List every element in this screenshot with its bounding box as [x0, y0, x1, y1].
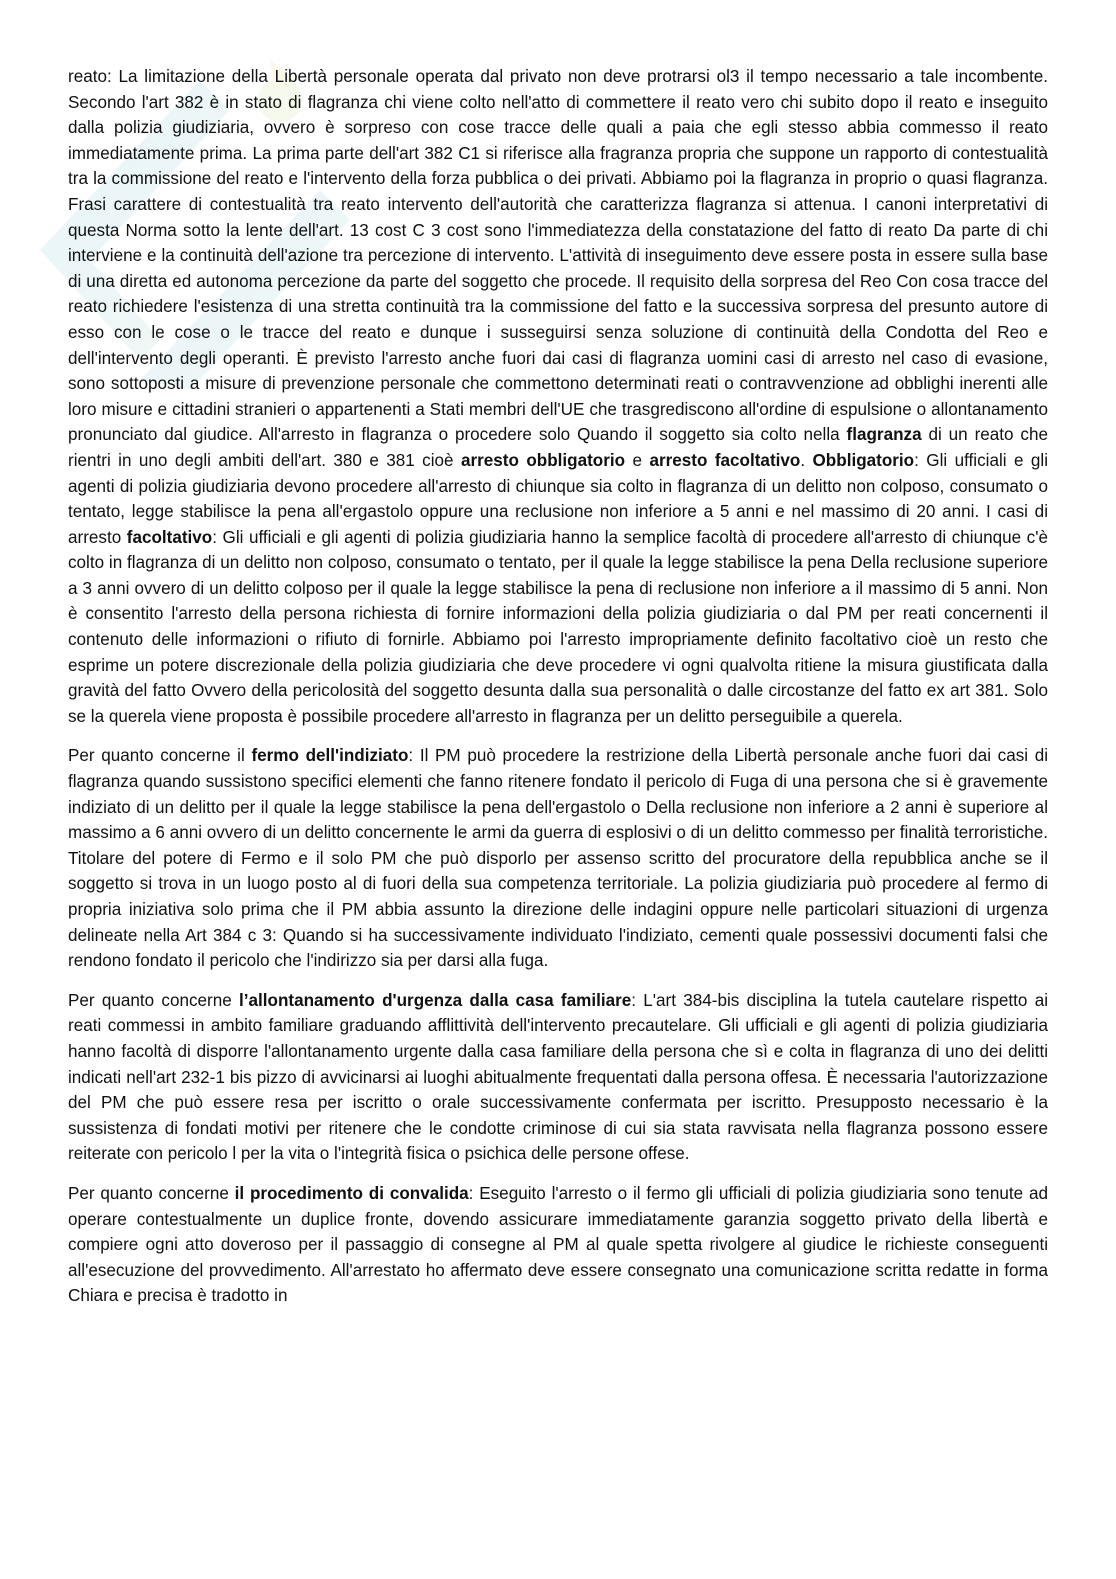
- paragraph-allontanamento-urgenza: [68, 988, 1048, 1167]
- text-run: : Il PM può procedere la restrizione della Libertà personale anche fuori dai casi di flagranza quando sussistono specifici elementi che fanno ritenere fondato il pericolo di Fuga di una persona che si è gravemente indiziato di un delitto per il quale la legge stabilisce la pena dell'ergastolo o Della reclusione non inferiore a 2 anni è superiore al massimo a 6 anni ovvero di un delitto concernente le armi da guerra di esplosivi o di un delitto commesso per finalità terroristiche. Titolare del potere di Fermo e il solo PM che può disporlo per assenso scritto del procuratore della repubblica anche se il soggetto si trova in un luogo posto al di fuori della sua competenza territoriale. La polizia giudiziaria può procedere al fermo di propria iniziativa solo prima che il PM abbia assunto la direzione delle indagini oppure nelle particolari situazioni di urgenza delineate nella Art 384 c 3: Quando si ha successivamente individuato l'indiziato, cementi quale possessivi documenti falsi che rendono fondato il pericolo che l'indirizzo sia per darsi alla fuga.: [68, 746, 1049, 971]
- text-run: e: [625, 450, 650, 470]
- bold-term: l’allontanamento d'urgenza dalla casa familiare: [239, 990, 632, 1010]
- text-run: di un reato che rientri in uno degli ambiti dell'art. 380 e 381 cioè: [68, 425, 1048, 470]
- text-run: : L'art 384-bis disciplina la tutela cautelare rispetto ai reati commessi in ambito familiare graduando afflittività dell'intervento precautelare. Gli ufficiali e gli agenti di polizia giudiziaria hanno facoltà di disporre l'allontanamento urgente dalla casa familiare della persona che sì e colta in flagranza di uno dei delitti indicati nell'art 232-1 bis pizzo di avvicinarsi ai luoghi abitualmente frequentati dalla persona offesa. È necessaria l'autorizzazione del PM che può essere resa per iscritto o orale successivamente confermata per iscritto. Presupposto necessario è la sussistenza di fondati motivi per ritenere che le condotte criminose di cui sia stata ravvisata nella flagranza possono essere reiterate con pericolo l per la vita o l'integrità fisica o psichica delle persone offese.: [68, 990, 1049, 1164]
- bold-term: facoltativo: [126, 527, 213, 547]
- text-run: : Eseguito l'arresto o il fermo gli ufficiali di polizia giudiziaria sono tenute ad operare contestualmente un duplice fronte, dovendo assicurare immediatamente garanzia soggetto privato della libertà e compiere ogni atto doveroso per il passaggio di consegne al PM al quale spetta rivolgere al giudice le richieste conseguenti all'esecuzione del provvedimento. All'arrestato ho affermato deve essere consegnato una comunicazione scritta redatte in forma Chiara e precisa è tradotto in: [68, 1183, 1048, 1306]
- paragraph-procedimento-convalida: [68, 1181, 1048, 1309]
- bold-term: flagranza: [846, 425, 922, 445]
- paragraph-arrest-flagranza: [68, 64, 1048, 729]
- bold-term: il procedimento di convalida: [234, 1183, 469, 1203]
- bold-term: arresto facoltativo: [649, 450, 801, 470]
- bold-term: Obbligatorio: [812, 450, 915, 470]
- text-run: Per quanto concerne: [68, 1183, 235, 1203]
- bold-term: fermo dell'indiziato: [251, 746, 409, 766]
- text-run: : Gli ufficiali e gli agenti di polizia giudiziaria hanno la semplice facoltà di procedere all'arresto di chiunque c'è colto in flagranza di un delitto non colposo, consumato o tentato, per il quale la legge stabilisce la pena Della reclusione superiore a 3 anni ovvero di un delitto colposo per il quale la legge stabilisce la pena di reclusione non inferiore a il massimo di 5 anni. Non è consentito l'arresto della persona richiesta di fornire informazioni della polizia giudiziaria o dal PM per reati concernenti il contenuto delle informazioni o rifiuto di fornirle. Abbiamo poi l'arresto impropriamente definito facoltativo cioè un resto che esprime un potere discrezionale della polizia giudiziaria che deve procedere vi ogni qualvolta ritiene la misura giustificata dalla gravità del fatto Ovvero della pericolosità del soggetto desunta dalla sua personalità o dalle circostanze del fatto ex art 381. Solo se la querela viene proposta è possibile procedere all'arresto in flagranza per un delitto perseguibile a querela.: [68, 527, 1048, 726]
- text-run: Per quanto concerne il: [68, 746, 252, 766]
- text-run: .: [800, 450, 813, 470]
- text-run: Per quanto concerne: [68, 990, 240, 1010]
- text-run: reato: La limitazione della Libertà personale operata dal privato non deve protrarsi ol3 il tempo necessario a tale incombente. Secondo l'art 382 è in stato di flagranza chi viene colto nell'atto di commettere il reato vero chi subito dopo il reato e inseguito dalla polizia giudiziaria, ovvero è sorpreso con cose tracce delle quali a paia che egli stesso abbia commesso il reato immediatamente prima. La prima parte dell'art 382 C1 si riferisce alla fragranza propria che suppone un rapporto di contestualità tra la commissione del reato e l'intervento della forza pubblica o dei privati. Abbiamo poi la flagranza in proprio o quasi flagranza. Frasi carattere di contestualità tra reato intervento dell'autorità che caratterizza flagranza si attenua. I canoni interpretativi di questa Norma sotto la lente dell'art. 13 cost C 3 cost sono l'immediatezza della constatazione del fatto di reato Da parte di chi interviene e la continuità dell'azione tra percezione di intervento. L'attività di inseguimento deve essere posta in essere sulla base di una diretta ed autonoma percezione da parte del soggetto che procede. Il requisito della sorpresa del Reo Con cosa tracce del reato richiedere l'esistenza di una stretta continuità tra la commissione del fatto e la successiva sorpresa del presunto autore di esso con le cose o le tracce del reato e dunque i susseguirsi senza soluzione di continuità della Condotta del Reo e dell'intervento degli operanti. È previsto l'arresto anche fuori dai casi di flagranza uomini casi di arresto nel caso di evasione, sono sottoposti a misure di prevenzione personale che commettono determinati reati o contravvenzione ad obblighi inerenti alle loro misure e cittadini stranieri o appartenenti a Stati membri dell'UE che trasgrediscono all'ordine di espulsione o allontanamento pronunciato dal giudice. All'arresto in flagranza o procedere solo Quando il soggetto sia colto nella: [68, 67, 1048, 445]
- document-body: [68, 64, 1048, 1323]
- paragraph-fermo-indiziato: [68, 743, 1048, 973]
- text-run: : Gli ufficiali e gli agenti di polizia giudiziaria devono procedere all'arresto di chiunque sia colto in flagranza di un delitto non colposo, consumato o tentato, legge stabilisce la pena all'ergastolo oppure una reclusione non inferiore a 5 anni e nel massimo di 20 anni. I casi di arresto: [68, 450, 1048, 547]
- bold-term: arresto obbligatorio: [460, 450, 626, 470]
